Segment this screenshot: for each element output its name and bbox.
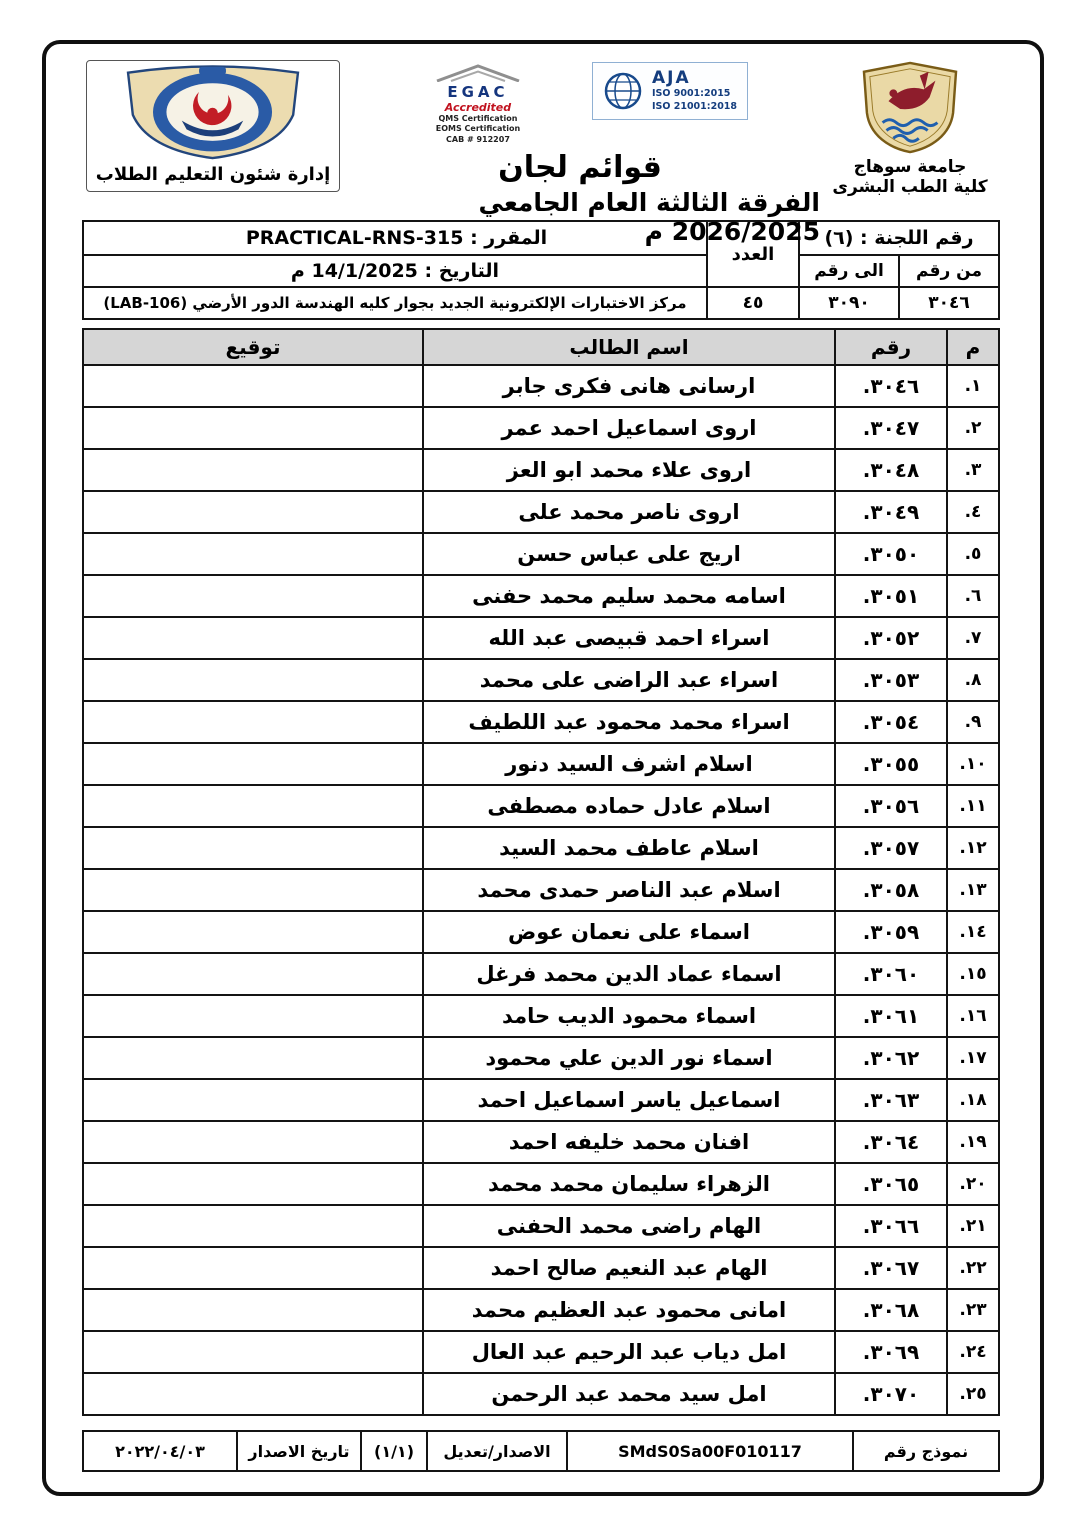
student-name: اسماعيل ياسر اسماعيل احمد <box>423 1079 835 1121</box>
row-index: ٣. <box>947 449 999 491</box>
student-name: اسلام اشرف السيد دنور <box>423 743 835 785</box>
column-header-seq: م <box>947 329 999 365</box>
row-index: ٦. <box>947 575 999 617</box>
signature-cell <box>83 911 423 953</box>
student-row <box>83 617 999 659</box>
student-row <box>83 701 999 743</box>
student-row <box>83 743 999 785</box>
student-row <box>83 911 999 953</box>
signature-cell <box>83 701 423 743</box>
student-row <box>83 953 999 995</box>
signature-cell <box>83 743 423 785</box>
row-index: ٢٥. <box>947 1373 999 1415</box>
issue-label: الاصدار/تعديل <box>427 1431 567 1471</box>
date-label: التاريخ : <box>424 260 500 282</box>
column-header-signature: توقيع <box>83 329 423 365</box>
row-index: ٤. <box>947 491 999 533</box>
to-number-value: ٣٠٩٠ <box>799 287 899 319</box>
column-header-name: اسم الطالب <box>423 329 835 365</box>
issue-value: (١/١) <box>361 1431 427 1471</box>
egac-roof-icon <box>433 62 523 82</box>
student-table <box>82 328 1000 1416</box>
student-name: اسلام عادل حماده مصطفى <box>423 785 835 827</box>
student-number: ٣٠٤٨. <box>835 449 947 491</box>
student-name: اسماء نور الدين علي محمود <box>423 1037 835 1079</box>
signature-cell <box>83 1289 423 1331</box>
student-name: اسماء عماد الدين محمد فرغل <box>423 953 835 995</box>
header-center <box>340 60 820 246</box>
row-index: ١١. <box>947 785 999 827</box>
student-number: ٣٠٥٠. <box>835 533 947 575</box>
student-number: ٣٠٦٥. <box>835 1163 947 1205</box>
student-row <box>83 533 999 575</box>
signature-cell <box>83 785 423 827</box>
student-name: اسراء محمد محمود عبد اللطيف <box>423 701 835 743</box>
aja-iso-line: ISO 9001:2015 <box>651 88 731 99</box>
row-index: ٢. <box>947 407 999 449</box>
row-index: ١. <box>947 365 999 407</box>
accreditation-logos <box>412 62 748 145</box>
row-index: ١٢. <box>947 827 999 869</box>
row-index: ٢٣. <box>947 1289 999 1331</box>
student-name: اروى علاء محمد ابو العز <box>423 449 835 491</box>
row-index: ٢١. <box>947 1205 999 1247</box>
exam-info-table <box>82 220 1000 320</box>
student-name: اسراء عبد الراضى على محمد <box>423 659 835 701</box>
aja-iso-line: ISO 21001:2018 <box>651 100 738 112</box>
signature-cell <box>83 869 423 911</box>
student-name: افنان محمد خليفه احمد <box>423 1121 835 1163</box>
egac-accreditation-logo <box>412 62 544 145</box>
student-number: ٣٠٦٢. <box>835 1037 947 1079</box>
student-name: اسامه محمد سليم محمد حفنى <box>423 575 835 617</box>
student-name: الهام راضى محمد الحفنى <box>423 1205 835 1247</box>
signature-cell <box>83 995 423 1037</box>
date-cell <box>83 255 707 287</box>
student-row <box>83 575 999 617</box>
row-index: ٨. <box>947 659 999 701</box>
row-index: ١٠. <box>947 743 999 785</box>
signature-cell <box>83 449 423 491</box>
signature-cell <box>83 365 423 407</box>
egac-accredited-label: Accredited <box>444 101 512 114</box>
student-row <box>83 1247 999 1289</box>
from-number-value: ٣٠٤٦ <box>899 287 999 319</box>
signature-cell <box>83 1205 423 1247</box>
student-number: ٣٠٦١. <box>835 995 947 1037</box>
university-block <box>820 60 1000 198</box>
count-label: العدد <box>707 221 799 287</box>
student-affairs-block <box>86 60 340 192</box>
signature-cell <box>83 659 423 701</box>
student-number: ٣٠٥٥. <box>835 743 947 785</box>
student-number: ٣٠٦٧. <box>835 1247 947 1289</box>
student-number: ٣٠٦٠. <box>835 953 947 995</box>
student-name: اسلام عاطف محمد السيد <box>423 827 835 869</box>
student-name: امل دياب عبد الرحيم عبد العال <box>423 1331 835 1373</box>
student-name: امل سيد محمد عبد الرحمن <box>423 1373 835 1415</box>
student-row <box>83 1079 999 1121</box>
student-rows <box>83 365 999 1415</box>
student-name: اسماء محمود الديب حامد <box>423 995 835 1037</box>
faculty-of-medicine-logo <box>111 65 315 161</box>
student-number: ٣٠٦٦. <box>835 1205 947 1247</box>
egac-cert-line: QMS Certification <box>438 114 518 123</box>
signature-cell <box>83 1121 423 1163</box>
student-number: ٣٠٦٣. <box>835 1079 947 1121</box>
student-row <box>83 1121 999 1163</box>
footer-row <box>83 1431 999 1471</box>
student-name: الزهراء سليمان محمد محمد <box>423 1163 835 1205</box>
egac-cab-number: CAB # 912207 <box>446 134 510 144</box>
student-number: ٣٠٥٣. <box>835 659 947 701</box>
aja-text-block <box>652 68 737 114</box>
issue-date-label: تاريخ الاصدار <box>237 1431 361 1471</box>
signature-cell <box>83 1331 423 1373</box>
administration-name: إدارة شئون التعليم الطلاب <box>95 164 331 185</box>
from-number-label: من رقم <box>899 255 999 287</box>
course-label: المقرر : <box>470 227 548 249</box>
aja-name: AJA <box>651 68 691 88</box>
student-row <box>83 1037 999 1079</box>
student-name: اسلام عبد الناصر حمدى محمد <box>423 869 835 911</box>
signature-cell <box>83 1163 423 1205</box>
student-name: اروى اسماعيل احمد عمر <box>423 407 835 449</box>
student-number: ٣٠٦٩. <box>835 1331 947 1373</box>
row-index: ٧. <box>947 617 999 659</box>
date-value: 14/1/2025 م <box>290 260 418 282</box>
signature-cell <box>83 575 423 617</box>
faculty-name: كلية الطب البشرى <box>832 177 988 198</box>
student-row <box>83 995 999 1037</box>
row-index: ١٧. <box>947 1037 999 1079</box>
student-number: ٣٠٥٨. <box>835 869 947 911</box>
sohag-university-logo <box>858 60 962 154</box>
student-row <box>83 1163 999 1205</box>
signature-cell <box>83 407 423 449</box>
student-number: ٣٠٤٦. <box>835 365 947 407</box>
signature-cell <box>83 827 423 869</box>
signature-cell <box>83 1247 423 1289</box>
form-number-label: نموذج رقم <box>853 1431 999 1471</box>
course-code: PRACTICAL-RNS-315 <box>245 227 464 249</box>
footer-table <box>82 1430 1000 1472</box>
issue-date-value: ٢٠٢٢/٠٤/٠٣ <box>83 1431 237 1471</box>
count-value: ٤٥ <box>707 287 799 319</box>
row-index: ٩. <box>947 701 999 743</box>
student-name: اسماء على نعمان عوض <box>423 911 835 953</box>
student-row <box>83 869 999 911</box>
signature-cell <box>83 617 423 659</box>
student-name: الهام عبد النعيم صالح احمد <box>423 1247 835 1289</box>
student-row <box>83 785 999 827</box>
aja-accreditation-logo <box>592 62 748 120</box>
student-number: ٣٠٥١. <box>835 575 947 617</box>
column-header-id: رقم <box>835 329 947 365</box>
signature-cell <box>83 491 423 533</box>
student-number: ٣٠٦٨. <box>835 1289 947 1331</box>
student-name: اروى ناصر محمد على <box>423 491 835 533</box>
student-table-header-row <box>83 329 999 365</box>
student-name: ارسانى هانى فكرى جابر <box>423 365 835 407</box>
student-row <box>83 1205 999 1247</box>
student-number: ٣٠٥٦. <box>835 785 947 827</box>
row-index: ١٨. <box>947 1079 999 1121</box>
student-row <box>83 407 999 449</box>
student-number: ٣٠٥٧. <box>835 827 947 869</box>
form-number-value: SMdS0Sa00F010117 <box>567 1431 853 1471</box>
student-row <box>83 659 999 701</box>
student-number: ٣٠٤٩. <box>835 491 947 533</box>
signature-cell <box>83 1373 423 1415</box>
document-title: قوائم لجان <box>498 150 662 186</box>
student-number: ٣٠٤٧. <box>835 407 947 449</box>
signature-cell <box>83 1037 423 1079</box>
student-number: ٣٠٧٠. <box>835 1373 947 1415</box>
student-row <box>83 365 999 407</box>
row-index: ٥. <box>947 533 999 575</box>
signature-cell <box>83 953 423 995</box>
egac-name: EGAC <box>447 83 509 101</box>
student-row <box>83 449 999 491</box>
student-number: ٣٠٥٩. <box>835 911 947 953</box>
student-number: ٣٠٥٢. <box>835 617 947 659</box>
row-index: ٢٠. <box>947 1163 999 1205</box>
student-name: اريج على عباس حسن <box>423 533 835 575</box>
student-name: امانى محمود عبد العظيم محمد <box>423 1289 835 1331</box>
row-index: ٢٢. <box>947 1247 999 1289</box>
student-number: ٣٠٦٤. <box>835 1121 947 1163</box>
row-index: ١٩. <box>947 1121 999 1163</box>
university-name: جامعة سوهاج <box>853 157 967 177</box>
student-number: ٣٠٥٤. <box>835 701 947 743</box>
document-subtitle: الفرقة الثالثة العام الجامعي 2026/2025 م <box>478 188 820 247</box>
aja-globe-icon <box>603 71 643 111</box>
row-index: ١٥. <box>947 953 999 995</box>
student-name: اسراء احمد قبيصى عبد الله <box>423 617 835 659</box>
row-index: ١٣. <box>947 869 999 911</box>
committee-number: رقم اللجنة : (٦) <box>799 221 999 255</box>
row-index: ١٦. <box>947 995 999 1037</box>
signature-cell <box>83 1079 423 1121</box>
exam-location: مركز الاختبارات الإلكترونية الجديد بجوار كليه الهندسة الدور الأرضي (LAB-106) <box>83 287 707 319</box>
student-row <box>83 1289 999 1331</box>
signature-cell <box>83 533 423 575</box>
student-row <box>83 827 999 869</box>
student-row <box>83 1331 999 1373</box>
document-page <box>42 40 1044 1496</box>
row-index: ٢٤. <box>947 1331 999 1373</box>
student-row <box>83 491 999 533</box>
student-row <box>83 1373 999 1415</box>
to-number-label: الى رقم <box>799 255 899 287</box>
egac-cert-line: EOMS Certification <box>435 124 521 134</box>
row-index: ١٤. <box>947 911 999 953</box>
